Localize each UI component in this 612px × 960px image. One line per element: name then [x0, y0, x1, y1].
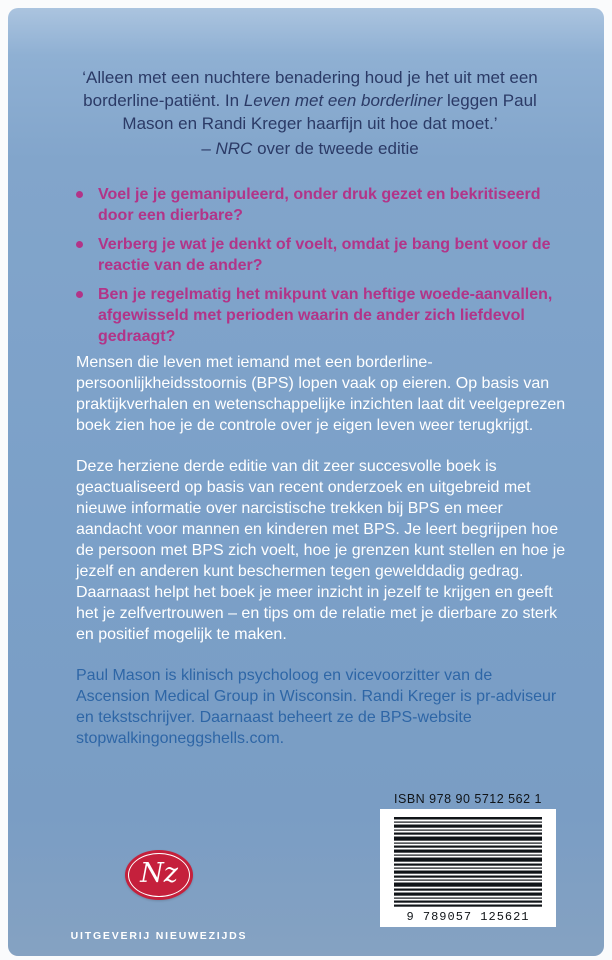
- bullet-list: [76, 184, 564, 355]
- quote-attribution: [58, 137, 562, 160]
- barcode-number: 9 789057 125621: [406, 910, 530, 924]
- author-bio: Paul Mason is klinisch psycholoog en vicevoorzitter van de Ascension Medical Group in Wisconsin. Randi Kreger is pr-adviseur en tekstschrijver. Daarnaast beheert ze de BPS-website stopwalkingoneggshells.com.: [76, 667, 557, 747]
- bullet-text: Voel je je gemanipuleerd, onder druk gezet en bekritiseerd door een dierbare?: [98, 186, 541, 224]
- isbn-label: ISBN 978 90 5712 562 1: [394, 792, 542, 806]
- bullet-text: Ben je regelmatig het mikpunt van heftige woede-aanvallen, afgewisseld met perioden waarin de ander zich liefdevol gedraagt?: [98, 286, 553, 345]
- press-quote-text-end: leggen Paul Mason en Randi Kreger haarfijn uit hoe dat moet.’: [122, 91, 537, 133]
- list-item: [76, 184, 564, 226]
- blurb-paragraph: Deze herziene derde editie van dit zeer succesvolle boek is geactualiseerd op basis van recent onderzoek en uitgebreid met nieuwe informatie over narcistische trekken bij BPS en meer aandacht voor mannen en kinderen met BPS. Je leert begrijpen hoe de persoon met BPS zich voelt, hoe je grenzen kunt stellen en hoe je jezelf en anderen kunt beschermen tegen gewelddadig gedrag. Daarnaast helpt het boek je meer inzicht in jezelf te krijgen en geeft het je zelfvertrouwen – en tips om de relatie met je dierbare zo sterk en positief mogelijk te maken.: [76, 458, 566, 643]
- publisher-logo-monogram: Nz: [140, 858, 178, 889]
- blurb-paragraph: Mensen die leven met iemand met een borderline-persoonlijkheidsstoornis (BPS) lopen vaak op eieren. Op basis van praktijkverhalen en wetenschappelijke inzichten laat dit veelgeprezen boek zien hoe je de controle over je eigen leven weer terugkrijgt.: [76, 354, 566, 434]
- barcode-bars-icon: [392, 817, 544, 907]
- publisher-name: UITGEVERIJ NIEUWEZIJDS: [70, 930, 248, 942]
- attribution-text: over de tweede editie: [252, 139, 419, 158]
- press-quote-text: ‘Alleen met een nuchtere benadering houd je het uit met een borderline-patiënt. In: [82, 68, 538, 110]
- book-title-italic: Leven met een borderliner: [243, 91, 443, 110]
- bullet-text: Verberg je wat je denkt of voelt, omdat je bang bent voor de reactie van de ander?: [98, 236, 551, 274]
- list-item: [76, 284, 564, 347]
- list-item: [76, 234, 564, 276]
- book-back-cover: [8, 8, 604, 956]
- attribution-dash: –: [201, 139, 216, 158]
- body-copy: [76, 352, 566, 749]
- attribution-source: NRC: [215, 139, 253, 158]
- barcode: [380, 809, 556, 927]
- bullet-icon: [76, 241, 83, 248]
- publisher-logo: [125, 850, 193, 900]
- logo-ring: [128, 853, 190, 897]
- press-quote: [58, 66, 562, 160]
- bullet-icon: [76, 291, 83, 298]
- bullet-icon: [76, 191, 83, 198]
